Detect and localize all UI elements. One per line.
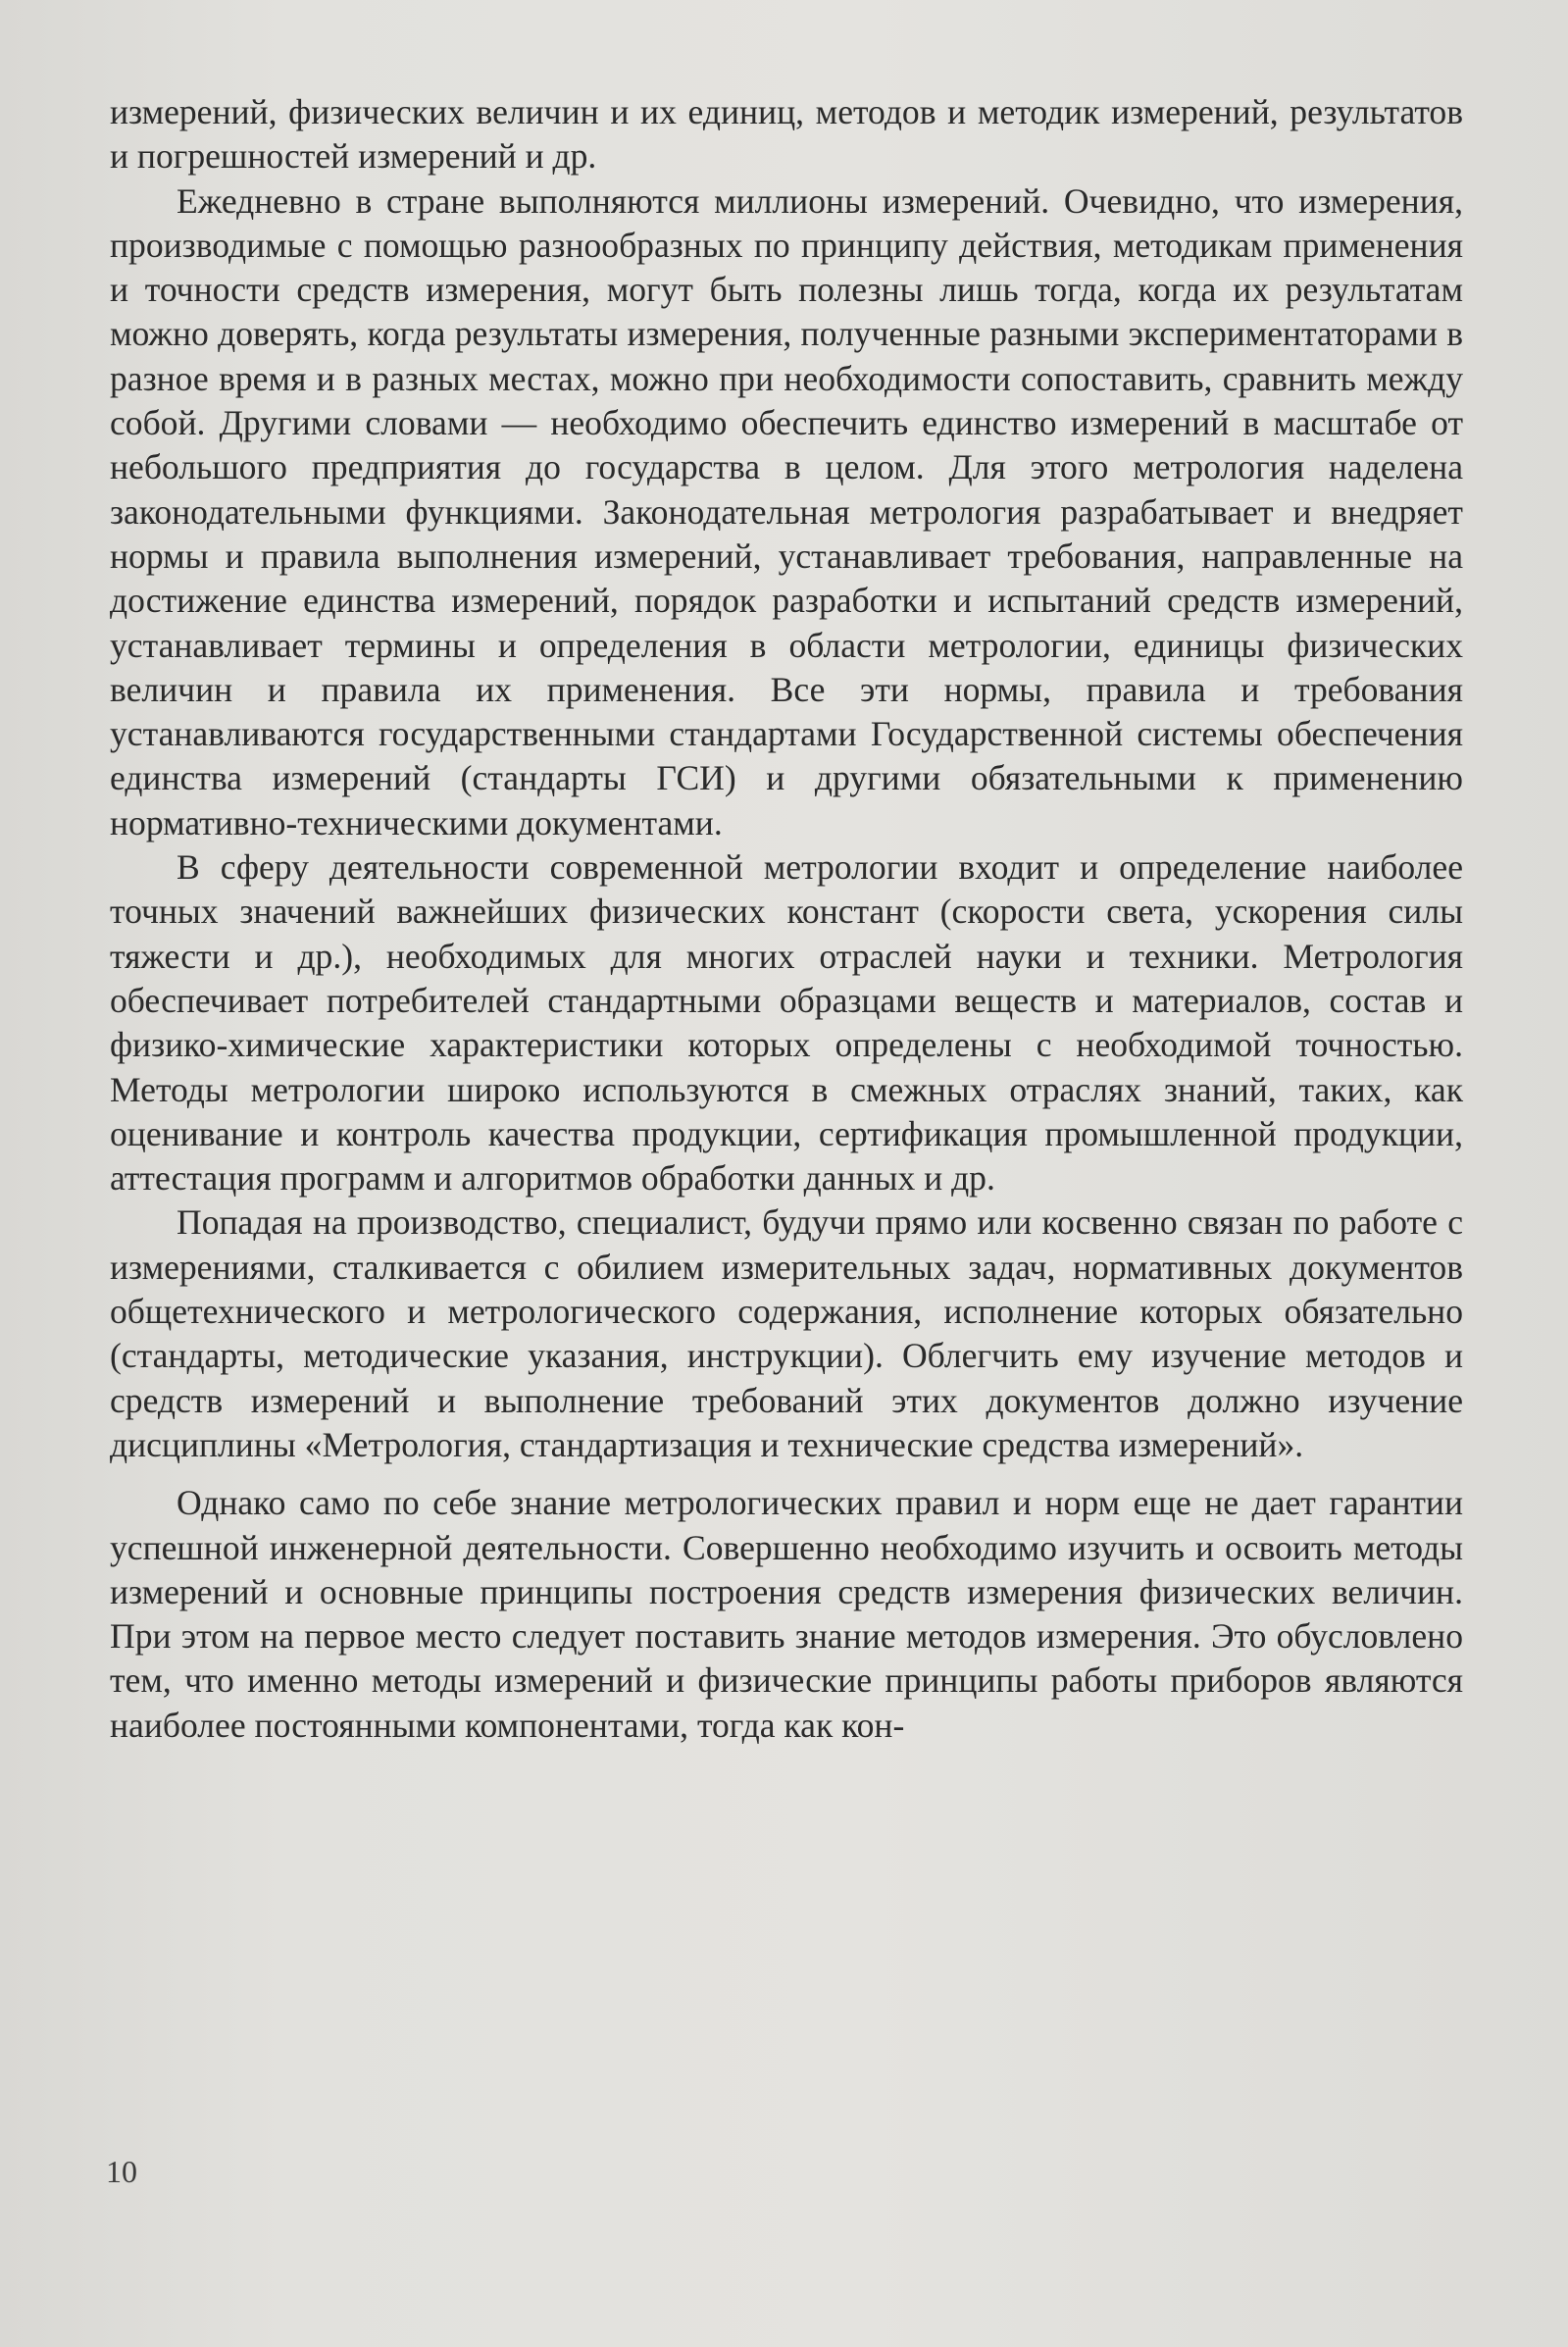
page-number: 10 (106, 2154, 137, 2189)
paragraph-1: измерений, физических величин и их единиц, методов и методик измерений, результатов и погрешностей измерений и др. (110, 92, 1463, 177)
paragraph-2: Ежедневно в стране выполняются миллионы измерений. Очевидно, что измерения, производимые с помощью разнообразных по принципу действия, методикам применения и точности средств измерения, могут быть полезны лишь тогда, когда их результатам можно доверять, когда результаты измерения, полученные разными экспериментаторами в разное время и в разных местах, можно при необходимости сопоставить, сравнить между собой. Другими словами — необходимо обеспечить единство измерений в масштабе от небольшого предприятия до государства в целом. Для этого метрология наделена законодательными функциями. Законодательная метрология разрабатывает и внедряет нормы и правила выполнения измерений, устанавливает требования, направленные на достижение единства измерений, порядок разработки и испытаний средств измерений, устанавливает термины и определения в области метрологии, единицы физических величин и правила их применения. Все эти нормы, правила и требования устанавливаются государственными стандартами Государственной системы обеспечения единства измерений (стандарты ГСИ) и другими обязательными к применению нормативно-техническими документами. (110, 180, 1463, 842)
body-text (110, 90, 1463, 1748)
paragraph-4: Попадая на производство, специалист, будучи прямо или косвенно связан по работе с измерениями, сталкивается с обилием измерительных задач, нормативных документов общетехнического и метрологического содержания, исполнение которых обязательно (стандарты, методические указания, инструкции). Облегчить ему изучение методов и средств измерений и выполнение требований этих документов должно изучение дисциплины «Метрология, стандартизация и технические средства измерений». (110, 1202, 1463, 1464)
paragraph-5: Однако само по себе знание метрологических правил и норм еще не дает гарантии успешной инженерной деятельности. Совершенно необходимо изучить и освоить методы измерений и основные принципы построения средств измерения физических величин. При этом на первое место следует поставить знание методов измерения. Это обусловлено тем, что именно методы измерений и физические принципы работы приборов являются наиболее постоянными компонентами, тогда как кон- (110, 1483, 1463, 1745)
paragraph-3: В сферу деятельности современной метрологии входит и определение наиболее точных значений важнейших физических констант (скорости света, ускорения силы тяжести и др.), необходимых для многих отраслей науки и техники. Метрология обеспечивает потребителей стандартными образцами веществ и материалов, состав и физико-химические характеристики которых определены с необходимой точностью. Методы метрологии широко используются в смежных отраслях знаний, таких, как оценивание и контроль качества продукции, сертификация промышленной продукции, аттестация программ и алгоритмов обработки данных и др. (110, 847, 1463, 1199)
